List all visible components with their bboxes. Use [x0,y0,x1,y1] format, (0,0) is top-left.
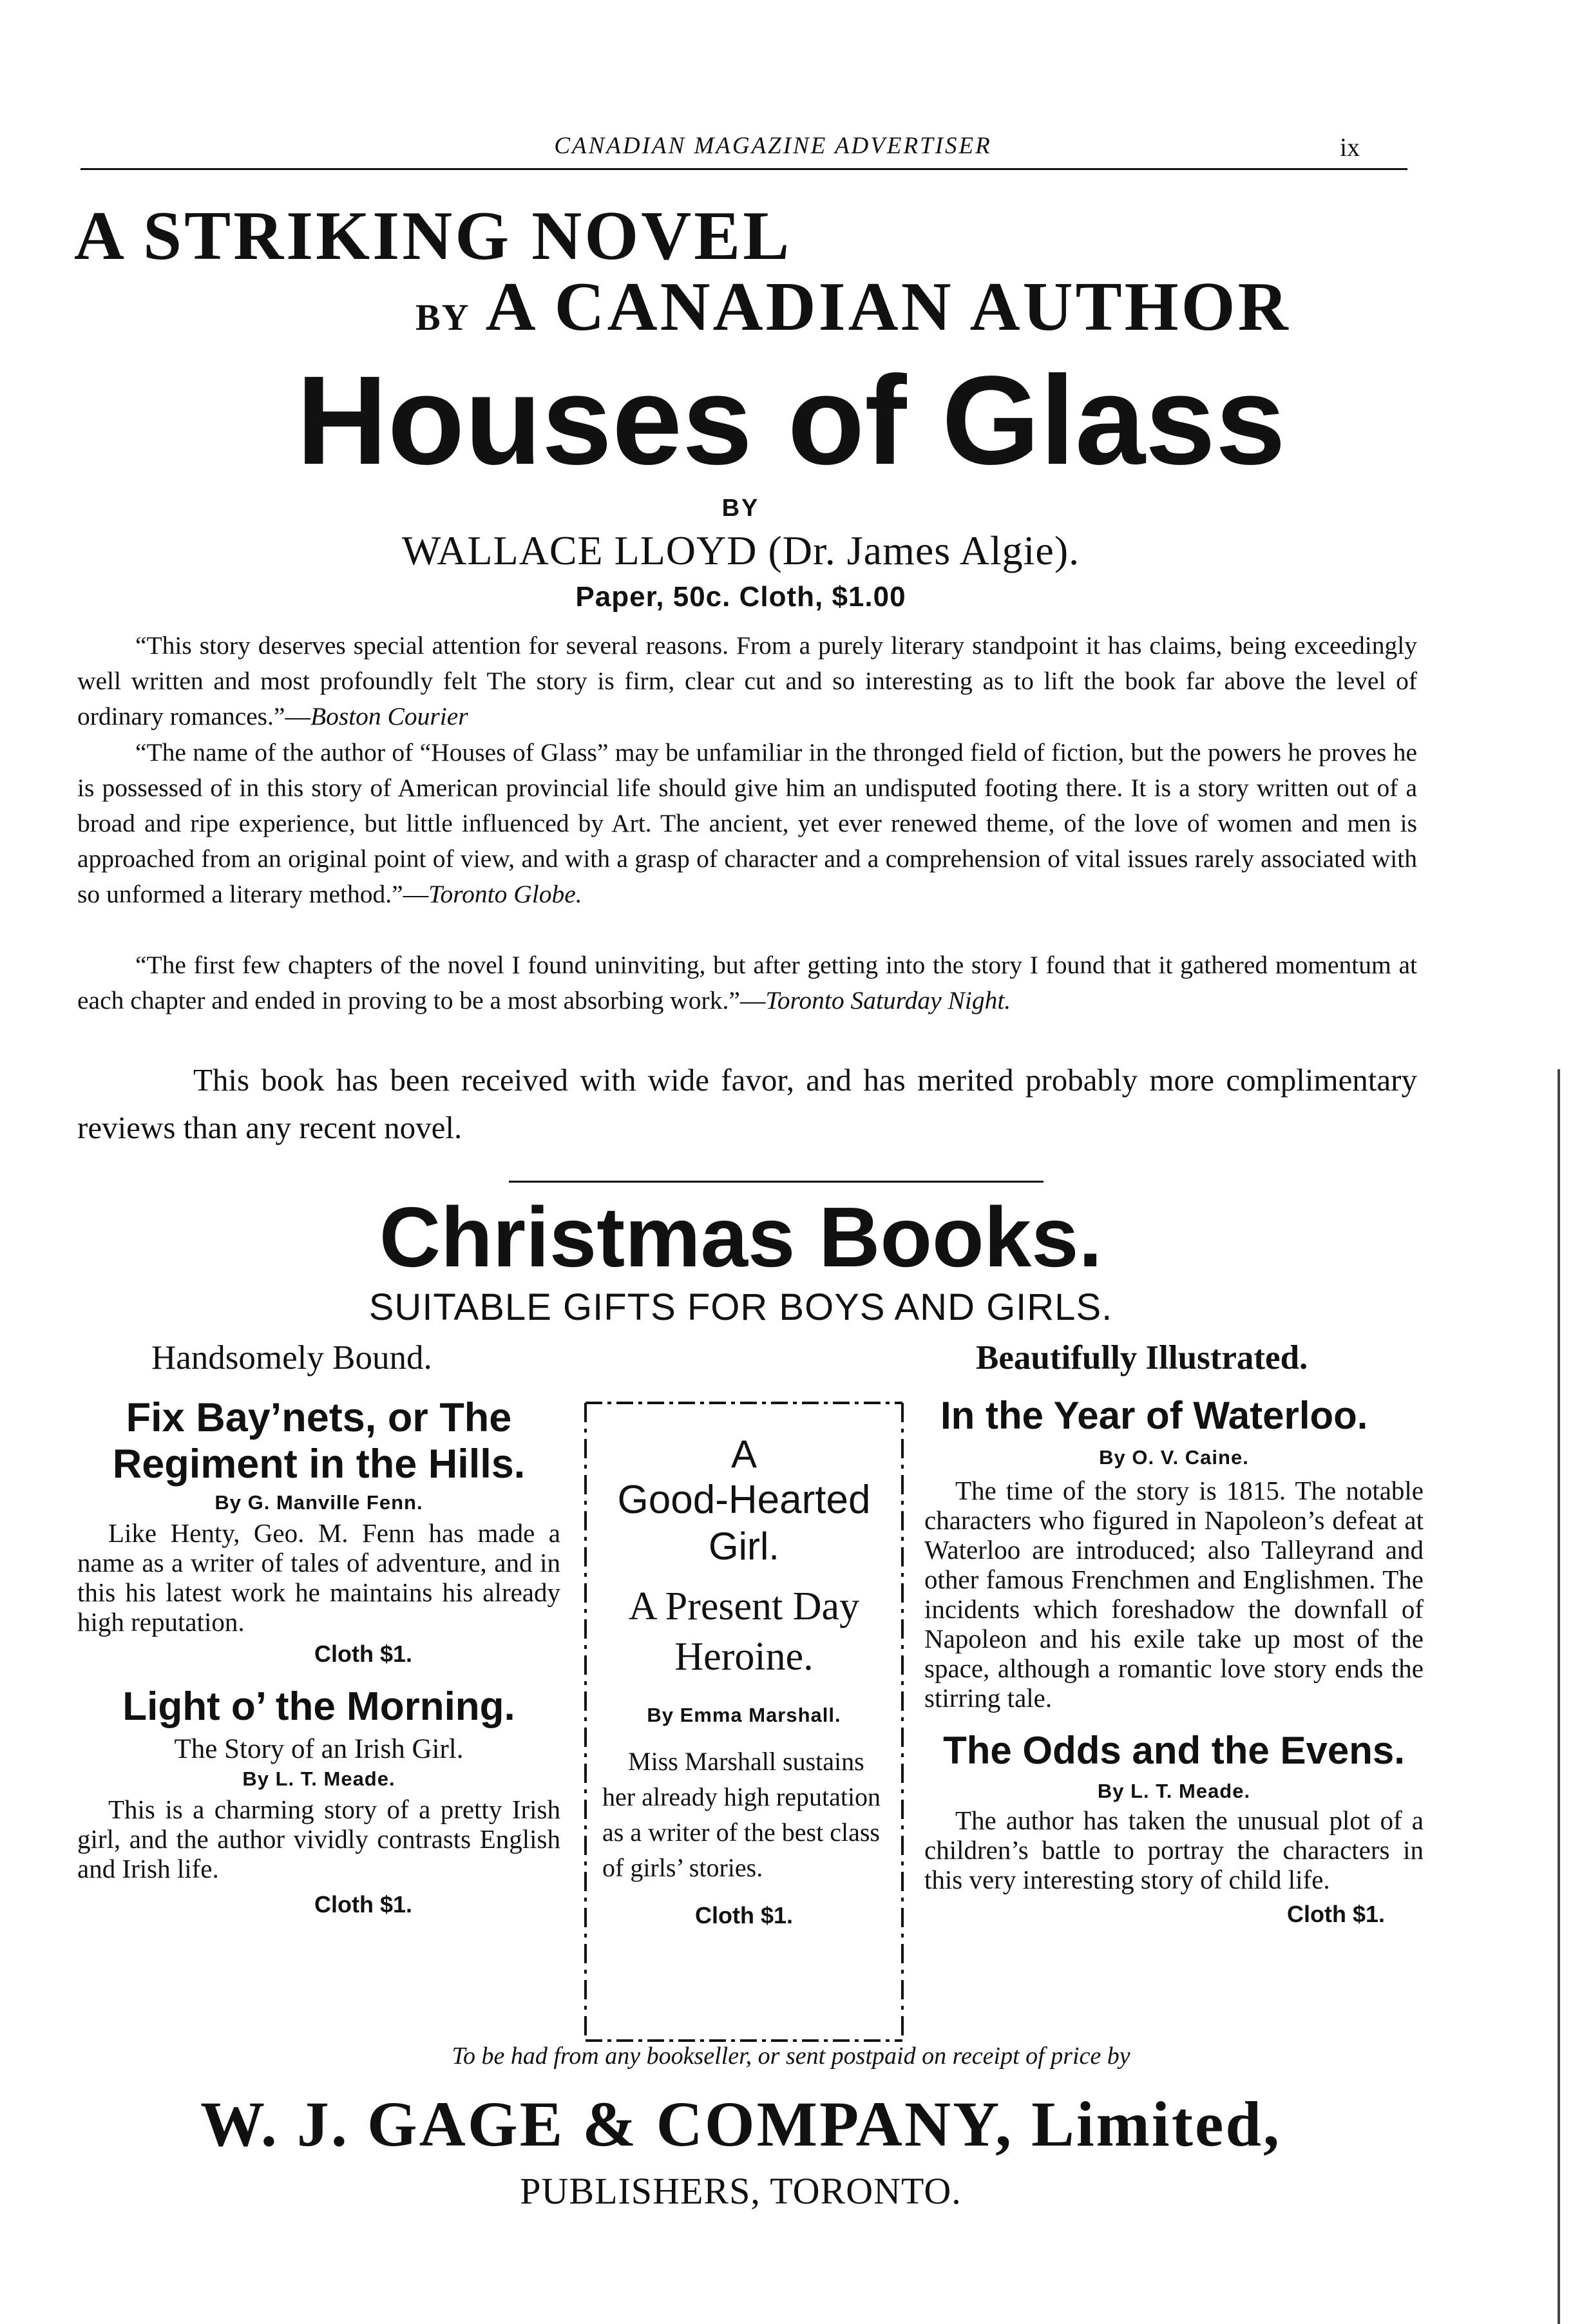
running-title: CANADIAN MAGAZINE ADVERTISER [554,133,992,159]
book-description [77,1518,560,1637]
book-author: By L. T. Meade. [242,1767,395,1790]
novel-summary [77,1056,1417,1152]
box-subtitle: A Present Day Heroine. [628,1585,860,1679]
headline-line-1: A STRIKING NOVEL [74,198,792,274]
running-header [0,132,1582,171]
review-boston [77,628,1417,734]
left-tagline: Handsomely Bound. [151,1339,432,1376]
christmas-subtitle: SUITABLE GIFTS FOR BOYS AND GIRLS. [368,1286,1113,1328]
description-text: The author has taken the unusual plot of a children’s battle to portray the characters in this very interesting story of child life. [924,1805,1424,1894]
description-text: This is a charming story of a pretty Irish girl, and the author vividly contrasts English and Irish life. [77,1795,560,1883]
header-rule [81,168,1407,170]
novel-by: BY [721,495,760,522]
left-column [77,1395,560,1918]
headline-line-2 [415,267,1291,347]
description-text: Like Henty, Geo. M. Fenn has made a name as a writer of tales of adventure, and in this his latest work he maintains his already high reputation. [77,1518,560,1637]
description-text: The time of the story is 1815. The notable characters who figured in Napoleon’s defeat at Waterloo are introduced; also Talleyrand and other famous Frenchmen and Englishmen. The incidents which foreshadow the downfall of Napoleon and his exile take up most of the space, although a romantic love story ends the stirring tale. [924,1476,1424,1713]
book-description [924,1476,1424,1713]
book-title-fix-baynets: Fix Bay’nets, or The Regiment in the Hills. [112,1395,526,1487]
book-subtitle: The Story of an Irish Girl. [174,1734,464,1764]
book-author: By L. T. Meade. [1097,1780,1251,1802]
book-description [602,1744,886,1885]
review-source: Toronto Globe. [428,880,582,908]
book-price: Cloth $1. [314,1891,412,1918]
review-text: “The name of the author of “Houses of Glass” may be unfamiliar in the thronged field of fiction, but the powers he proves he is possessed of in this story of American provincial life should give him an undisputed footing there. It is a story written out of a broad and ripe experience, but little influenced by Art. The ancient, yet ever renewed theme, of the love of women and men is approached from an original point of view, and with a grasp of character and a comprehension of vital issues rarely associated with so unformed a literary method.”— [77,738,1417,908]
novel-price: Paper, 50c. Cloth, $1.00 [575,581,906,613]
review-globe [77,735,1417,912]
page-number: ix [1340,133,1360,162]
right-column [924,1395,1424,1928]
right-tagline: Beautifully Illustrated. [976,1339,1308,1376]
book-title-odds-evens: The Odds and the Evens. [943,1729,1405,1772]
order-line: To be had from any bookseller, or sent postpaid on receipt of price by [452,2043,1130,2070]
novel-author: WALLACE LLOYD (Dr. James Algie). [401,528,1080,573]
summary-text: This book has been received with wide favor, and has merited probably more complimentary reviews than any recent novel. [77,1062,1417,1145]
box-title-line-2: Good-Hearted [617,1478,871,1522]
book-title-light-morning: Light o’ the Morning. [122,1684,515,1729]
book-price: Cloth $1. [694,1902,793,1929]
book-description [77,1795,560,1883]
description-text: Miss Marshall sustains her already high reputation as a writer of the best class of girls’ stories. [602,1747,881,1882]
novel-title: Houses of Glass [296,350,1286,491]
book-price: Cloth $1. [1286,1901,1385,1927]
book-author: By Emma Marshall. [647,1704,841,1726]
section-divider [509,1181,1044,1183]
review-source: Toronto Saturday Night. [765,986,1011,1014]
book-author: By G. Manville Fenn. [214,1491,423,1514]
headline-by: BY [415,296,470,338]
publisher-location: PUBLISHERS, TORONTO. [520,2170,962,2212]
review-saturday-night [77,948,1417,1018]
box-title-line-1: A [730,1433,758,1476]
christmas-title: Christmas Books. [379,1190,1103,1284]
review-source: Boston Courier [310,702,468,730]
box-title-line-3: Girl. [709,1525,779,1568]
page-edge-line [1558,1069,1560,2324]
headline-line-2-text: A CANADIAN AUTHOR [485,269,1291,345]
review-text: “This story deserves special attention for several reasons. From a purely literary standpoint it has claims, being exceedingly well written and most profoundly felt The story is firm, clear cut and so interesting as to lift the book far above the level of ordinary romances.”— [77,631,1417,730]
publisher-name: W. J. GAGE & COMPANY, Limited, [200,2088,1281,2160]
center-box-good-hearted-girl [583,1396,905,2047]
book-price: Cloth $1. [314,1641,412,1667]
review-text: “The first few chapters of the novel I found uninviting, but after getting into the story I found that it gathered momentum at each chapter and ended in proving to be a most absorbing work.”— [77,951,1417,1014]
book-description [924,1805,1424,1894]
box-content [602,1432,886,1929]
book-title-waterloo: In the Year of Waterloo. [940,1394,1368,1437]
book-author: By O. V. Caine. [1099,1446,1249,1469]
